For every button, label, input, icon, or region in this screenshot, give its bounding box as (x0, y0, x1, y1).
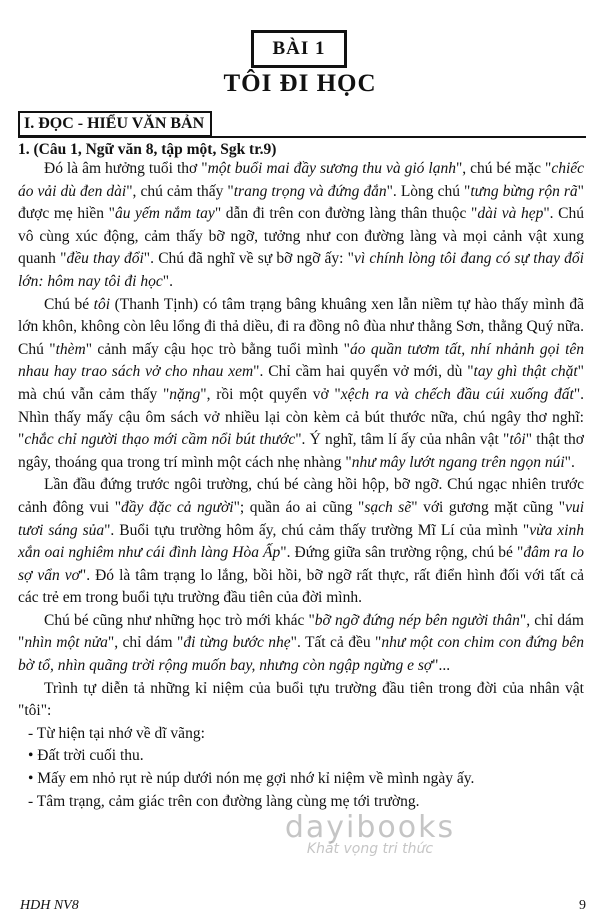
quoted-phrase: bỡ ngỡ đứng nép bên người thân (314, 611, 520, 629)
paragraph-5 (18, 678, 584, 723)
text-run: "; quần áo ai cũng " (233, 498, 365, 516)
text-run: ". Đó là tâm trạng lo lắng, bồi hồi, bỡ ngỡ rất thực, rất điển hình đối với tất cả các trẻ em trong buổi tựu trường đầu tiên của đời mình. (18, 566, 584, 607)
quoted-phrase: xệch ra và chếch đầu cúi xuống đất (340, 385, 574, 403)
text-run: " cảnh mấy cậu học trò bằng tuổi mình " (85, 340, 351, 358)
text-run: ". Buổi tựu trường hôm ấy, chú cảm thấy trường Mĩ Lí của mình " (104, 521, 530, 539)
paragraph-2 (18, 294, 584, 475)
text-run: ", rồi một quyển vở " (200, 385, 341, 403)
quoted-phrase: nhìn một nửa (24, 634, 108, 652)
quoted-phrase: đều thay đổi (66, 250, 144, 268)
quoted-phrase: chắc chỉ người thạo mới cầm nổi bút thước (24, 431, 296, 449)
quoted-phrase: trang trọng và đứng đắn (233, 182, 387, 200)
quoted-phrase: vừa xinh xắn oai nghiêm như cái đình làng Hòa Ấp (18, 521, 584, 562)
text-run: ". Chú vô cùng xúc động, cảm thấy bỡ ngỡ, tưởng như con đường làng và mọi cảnh vật xung quanh " (18, 205, 584, 268)
quoted-phrase: sạch sẽ (364, 498, 412, 516)
section-heading-box (18, 111, 212, 137)
quoted-phrase: chiếc áo vải dù đen dài (18, 160, 585, 200)
page-number: 9 (579, 898, 586, 913)
text-run: ". (162, 272, 173, 290)
watermark-brand: dayibooks (284, 810, 456, 845)
quoted-phrase: đầy đặc cả người (121, 498, 234, 516)
text-run: " với gương mặt cũng " (411, 498, 566, 516)
section-heading: I. ĐỌC - HIỂU VĂN BẢN (24, 115, 205, 132)
text-run: ", chỉ dám " (107, 634, 184, 652)
text-run: " thật thơ ngây, thoáng qua trong trí mình một cách nhẹ nhàng " (18, 431, 585, 471)
text-run: Trình tự diễn tả những kỉ niệm của buổi tựu trường đầu tiên trong đời của nhân vật "tôi": (18, 679, 584, 720)
quoted-phrase: tưng bừng rộn rã (470, 182, 578, 200)
quoted-phrase: nặng (169, 385, 201, 403)
quoted-phrase: một buổi mai đầy sương thu và gió lạnh (207, 160, 456, 177)
paragraph-3 (18, 474, 584, 610)
quoted-phrase: âu yếm nắm tay (114, 205, 215, 223)
text-run: Lần đầu đứng trước ngôi trường, chú bé càng hồi hộp, bỡ ngỡ. Chú ngạc nhiên trước cảnh đông vui " (18, 476, 584, 516)
quoted-phrase: đi từng bước nhẹ (183, 634, 291, 652)
quoted-phrase: như một con chim con đứng bên bờ tổ, nhìn quãng trời rộng muốn bay, nhưng còn ngập ngừng e sợ (18, 634, 584, 675)
text-run: Đó là âm hưởng tuổi thơ " (44, 160, 208, 177)
text-run: (Thanh Tịnh) có tâm trạng bâng khuâng xen lẫn niềm tự hào thấy mình đã lớn khôn, không còn lêu lổng đi thả diều, đi ra đồng nô đùa như thằng Sơn, thằng Quý nữa. Chú " (18, 295, 585, 358)
text-run: " dẫn đi trên con đường làng thân thuộc " (214, 205, 478, 223)
quoted-phrase: thèm (55, 340, 86, 358)
list-item: - Từ hiện tại nhớ về dĩ vãng: (28, 724, 205, 742)
text-run: ", chú bé mặc " (455, 160, 552, 177)
text-run: ". Đứng giữa sân trường rộng, chú bé " (280, 544, 524, 562)
text-run: "... (432, 657, 451, 675)
list-item: • Mấy em nhỏ rụt rè núp dưới nón mẹ gợi nhớ kỉ niệm về mình ngày ấy. (28, 770, 475, 788)
lesson-title: TÔI ĐI HỌC (223, 70, 377, 97)
text-run: " được mẹ hiền " (18, 182, 584, 223)
text-run: ", chỉ dám " (18, 611, 584, 652)
watermark-tagline: Khát vọng tri thức (306, 841, 434, 857)
paragraph-4 (18, 610, 584, 678)
question-heading: 1. (Câu 1, Ngữ văn 8, tập một, Sgk tr.9) (18, 141, 277, 158)
quoted-phrase: dài và hẹp (477, 205, 544, 223)
section-underline (18, 136, 586, 138)
text-run: Chú bé cũng như những học trò mới khác " (44, 611, 315, 629)
paragraph-1 (18, 158, 584, 294)
list-item: - Tâm trạng, cảm giác trên con đường làng cùng mẹ tới trường. (28, 792, 420, 810)
text-run: ". Lòng chú " (386, 182, 471, 200)
quoted-phrase: tay ghì thật chặt (473, 363, 578, 381)
quoted-phrase: đâm ra lo sợ vẩn vơ (18, 544, 584, 584)
list-item: • Đất trời cuối thu. (28, 747, 144, 765)
text-run: ". Nhìn thấy mấy cậu ôm sách vở nhiều lại còn kèm cả bút thước nữa, chú ngây thơ nghĩ: " (18, 385, 585, 449)
quoted-phrase: tôi (509, 431, 526, 449)
body-text (18, 158, 584, 813)
quoted-phrase: vui tươi sáng sủa (18, 498, 584, 539)
quoted-phrase: tôi (93, 295, 111, 313)
text-run: ", chú cảm thấy " (126, 182, 234, 200)
lesson-label-box (251, 30, 347, 68)
text-run: Chú bé (44, 295, 94, 313)
text-run: ". Tất cả đều " (290, 634, 382, 652)
footer-book-code: HDH NV8 (20, 898, 79, 913)
quoted-phrase: như mây lướt ngang trên ngọn núi (351, 453, 565, 471)
quoted-phrase: áo quần tươm tất, nhí nhảnh gọi tên nhau hay trao sách vở cho nhau xem (18, 340, 584, 381)
text-run: ". Chỉ cầm hai quyển vở mới, dù " (253, 363, 474, 381)
text-run: ". Chú đã nghĩ về sự bỡ ngỡ ấy: " (143, 250, 355, 268)
memory-sequence-list (18, 723, 584, 813)
text-run: ". (564, 453, 575, 471)
text-run: ". Ý nghĩ, tâm lí ấy của nhân vật " (295, 431, 510, 449)
text-run: " mà chú vẫn cảm thấy " (18, 363, 584, 403)
watermark (240, 810, 500, 857)
lesson-label: BÀI 1 (272, 38, 326, 59)
quoted-phrase: vì chính lòng tôi đang có sự thay đổi lớn: hôm nay tôi đi học (18, 250, 584, 290)
